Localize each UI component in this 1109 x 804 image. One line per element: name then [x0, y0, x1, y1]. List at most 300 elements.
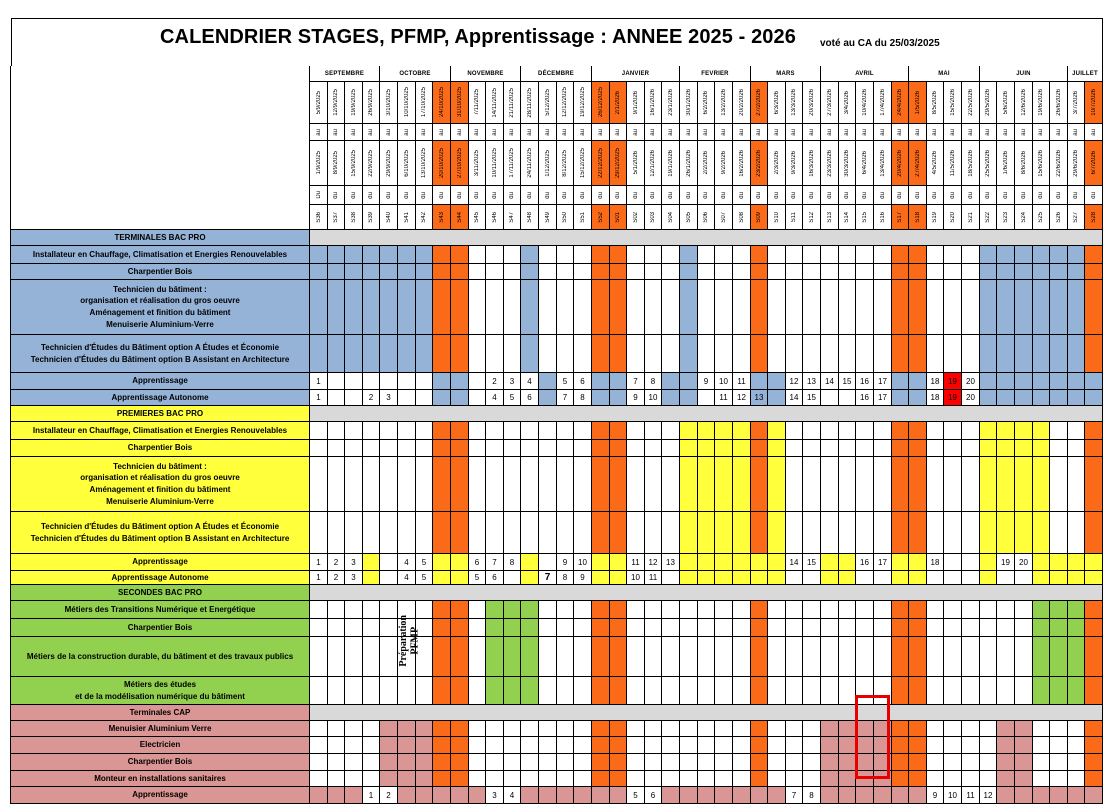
week-cell: [892, 754, 909, 771]
week-cell: [839, 737, 856, 754]
week-cell: [451, 335, 469, 373]
week-cell: [504, 677, 521, 705]
month-header: [521, 66, 592, 82]
week-cell-text: 19: [948, 376, 957, 386]
week-cell-text: 2: [492, 376, 497, 386]
week-cell: [856, 571, 874, 585]
week-cell: [539, 721, 557, 737]
row-label-text: Charpentier Bois: [127, 757, 193, 767]
week-end-date-text: 15/6/2026: [1038, 149, 1044, 177]
week-sep-au: [1085, 124, 1103, 141]
week-cell: [486, 721, 504, 737]
week-end-date: [892, 141, 909, 186]
week-start-date-text: 29/5/2026: [985, 89, 991, 116]
week-cell: [486, 771, 504, 787]
week-cell: [680, 246, 698, 264]
week-sep-au-text: au: [615, 128, 621, 136]
week-cell: [1050, 571, 1068, 585]
month-header: [980, 66, 1068, 82]
week-start-date: [733, 82, 751, 124]
month-header: [592, 66, 680, 82]
week-cell: [398, 754, 416, 771]
week-cell: [980, 721, 997, 737]
week-end-date-text: 2/2/2026: [703, 151, 709, 175]
week-number-text: S06: [703, 211, 709, 223]
row-label: [11, 677, 310, 705]
week-cell: [521, 554, 539, 571]
week-cell: [839, 440, 856, 457]
week-cell: [768, 264, 786, 280]
week-cell: [803, 737, 821, 754]
week-sep-du-text: du: [773, 191, 780, 199]
week-cell: [680, 335, 698, 373]
week-cell: [927, 677, 944, 705]
week-cell: [645, 264, 662, 280]
week-cell: [433, 512, 451, 554]
week-cell: [1085, 422, 1103, 440]
week-end-date-text: 23/2/2026: [756, 149, 762, 177]
week-sep-du-text: Du: [315, 191, 322, 199]
week-sep-du: [610, 186, 627, 205]
week-start-date-text: 19/9/2025: [350, 89, 357, 116]
week-sep-au-text: au: [1055, 128, 1062, 136]
week-cell: [803, 787, 821, 804]
week-cell: [680, 571, 698, 585]
week-cell: [927, 246, 944, 264]
week-cell: [451, 512, 469, 554]
week-cell: [610, 754, 627, 771]
week-end-date-text: 27/10/2025: [456, 147, 463, 179]
week-sep-au: [539, 124, 557, 141]
week-cell-text: 7: [562, 393, 568, 402]
week-start-date-text: 12/6/2026: [1020, 89, 1027, 116]
week-cell: [345, 440, 363, 457]
week-sep-du-text: du: [897, 191, 903, 199]
week-cell: [398, 335, 416, 373]
week-number: [486, 205, 504, 230]
week-cell: [469, 771, 486, 787]
week-cell: [645, 619, 662, 637]
week-cell-text: 20: [966, 393, 975, 402]
week-cell: [627, 771, 645, 787]
week-number: [786, 205, 803, 230]
week-cell: [486, 457, 504, 512]
week-cell-text: 3: [509, 376, 515, 386]
week-cell: [1033, 637, 1050, 677]
week-cell: [680, 264, 698, 280]
week-cell: [1015, 554, 1033, 571]
week-sep-du-text: du: [703, 191, 709, 199]
week-cell: [416, 264, 433, 280]
week-number: [557, 205, 574, 230]
week-cell: [909, 264, 927, 280]
week-sep-au-text: au: [685, 128, 692, 136]
week-cell: [1085, 246, 1103, 264]
week-sep-du: [645, 186, 662, 205]
week-sep-du: [733, 186, 751, 205]
week-cell: [398, 512, 416, 554]
week-cell: [909, 601, 927, 619]
week-cell-text: 4: [509, 790, 515, 800]
week-cell: [1015, 619, 1033, 637]
week-cell: [909, 457, 927, 512]
week-cell-text: 3: [386, 393, 391, 402]
week-cell: [1068, 721, 1085, 737]
week-cell: [856, 373, 874, 390]
week-cell: [627, 246, 645, 264]
week-cell: [786, 554, 803, 571]
week-sep-du: [398, 186, 416, 205]
week-number-text: S36: [315, 211, 322, 223]
week-number-text: S22: [985, 211, 991, 223]
week-cell-text: 6: [527, 393, 532, 402]
week-cell: [1050, 373, 1068, 390]
week-cell: [715, 677, 733, 705]
week-cell: [363, 601, 380, 619]
week-cell: [698, 637, 715, 677]
week-cell: [751, 787, 768, 804]
week-cell: [803, 335, 821, 373]
week-cell: [909, 619, 927, 637]
week-cell: [610, 335, 627, 373]
row-label: [11, 440, 310, 457]
week-cell-text: 6: [580, 376, 585, 386]
week-cell: [997, 422, 1015, 440]
week-cell: [398, 280, 416, 335]
week-cell: [680, 373, 698, 390]
row-label-text: Apprentissage Autonome: [111, 392, 209, 402]
week-number: [821, 205, 839, 230]
week-sep-au-text: au: [808, 128, 815, 136]
week-sep-du-text: du: [385, 191, 392, 199]
week-cell: [592, 335, 610, 373]
week-cell: [1015, 457, 1033, 512]
week-sep-du: [1015, 186, 1033, 205]
week-cell-text: 11: [648, 573, 658, 582]
week-cell: [786, 771, 803, 787]
week-sep-du-text: du: [597, 191, 604, 199]
week-sep-du: [892, 186, 909, 205]
row-label-text: Technicien du bâtiment : organisation et réalisation du gros oeuvre Aménagement et finition du bâtiment Menuiserie Aluminium-Verre: [80, 461, 240, 506]
week-sep-au-text: au: [720, 128, 727, 136]
row-label-text: Métiers des études et de la modélisation numérique du bâtiment: [75, 679, 245, 701]
week-cell: [662, 554, 680, 571]
week-sep-du-text: du: [579, 191, 586, 199]
week-cell: [698, 335, 715, 373]
week-cell: [662, 721, 680, 737]
week-cell: [539, 677, 557, 705]
week-sep-au-text: au: [544, 128, 551, 136]
week-cell: [1015, 512, 1033, 554]
week-cell: [962, 264, 980, 280]
week-cell: [1085, 457, 1103, 512]
week-cell: [944, 457, 962, 512]
week-cell: [398, 721, 416, 737]
week-cell: [398, 771, 416, 787]
week-start-date: [680, 82, 698, 124]
week-end-date-text: 13/4/2026: [879, 149, 886, 177]
week-start-date: [909, 82, 927, 124]
week-cell: [1033, 512, 1050, 554]
week-cell: [839, 373, 856, 390]
week-sep-au: [557, 124, 574, 141]
week-cell: [627, 373, 645, 390]
week-cell-text: 5: [421, 573, 427, 582]
week-number: [610, 205, 627, 230]
week-number: [892, 205, 909, 230]
week-sep-du-text: du: [861, 191, 868, 199]
week-cell: [645, 280, 662, 335]
week-end-date: [310, 141, 328, 186]
week-cell: [380, 754, 398, 771]
week-cell: [521, 771, 539, 787]
week-sep-au-text: au: [738, 128, 745, 136]
week-cell: [856, 637, 874, 677]
week-cell: [962, 422, 980, 440]
week-sep-du: [944, 186, 962, 205]
week-cell: [874, 440, 892, 457]
row-label-text: Métiers de la construction durable, du bâtiment et des travaux publics: [26, 651, 294, 661]
week-cell: [504, 754, 521, 771]
week-cell: [557, 440, 574, 457]
week-cell: [469, 246, 486, 264]
week-number-text: S46: [491, 211, 498, 223]
week-cell: [874, 335, 892, 373]
week-end-date: [345, 141, 363, 186]
week-cell: [469, 571, 486, 585]
week-sep-au: [363, 124, 380, 141]
week-cell: [733, 457, 751, 512]
week-sep-au-text: au: [509, 128, 515, 136]
week-cell: [486, 280, 504, 335]
week-end-date: [592, 141, 610, 186]
week-cell: [645, 677, 662, 705]
week-cell: [345, 721, 363, 737]
week-cell: [892, 737, 909, 754]
week-cell: [803, 422, 821, 440]
week-cell: [592, 619, 610, 637]
week-end-date: [504, 141, 521, 186]
week-start-date-text: 10/10/2025: [403, 87, 410, 118]
week-start-date: [345, 82, 363, 124]
row-label-text: Installateur en Chauffage, Climatisation et Energies Renouvelables: [32, 425, 288, 435]
week-sep-au-text: au: [579, 128, 586, 136]
week-end-date: [539, 141, 557, 186]
week-cell: [1068, 571, 1085, 585]
week-cell: [680, 440, 698, 457]
week-number: [839, 205, 856, 230]
week-cell: [451, 457, 469, 512]
week-cell: [380, 280, 398, 335]
week-cell: [733, 601, 751, 619]
week-cell: [1033, 335, 1050, 373]
week-cell: [715, 440, 733, 457]
week-cell: [751, 771, 768, 787]
week-start-date: [1050, 82, 1068, 124]
week-cell: [715, 787, 733, 804]
week-sep-du-text: du: [1073, 191, 1079, 199]
week-cell: [486, 754, 504, 771]
month-header-text: AVRIL: [855, 70, 874, 77]
week-cell: [539, 390, 557, 406]
week-cell-text: 3: [351, 557, 356, 567]
week-cell: [521, 373, 539, 390]
week-cell: [909, 737, 927, 754]
week-cell: [574, 619, 592, 637]
week-cell: [944, 280, 962, 335]
week-cell: [786, 677, 803, 705]
week-cell: [592, 264, 610, 280]
week-cell: [627, 571, 645, 585]
week-cell: [803, 771, 821, 787]
week-cell: [751, 280, 768, 335]
week-cell: [839, 512, 856, 554]
week-sep-au: [839, 124, 856, 141]
week-cell: [645, 571, 662, 585]
week-start-date: [1068, 82, 1085, 124]
week-cell: [645, 457, 662, 512]
week-cell: [980, 571, 997, 585]
week-cell: [892, 264, 909, 280]
week-cell: [416, 512, 433, 554]
week-cell: [433, 335, 451, 373]
week-cell: [874, 787, 892, 804]
week-cell: [310, 601, 328, 619]
week-sep-du-text: du: [403, 191, 410, 199]
week-cell: [997, 787, 1015, 804]
week-end-date: [803, 141, 821, 186]
week-number-text: S17: [897, 211, 903, 223]
week-number: [698, 205, 715, 230]
week-cell: [592, 637, 610, 677]
week-start-date: [363, 82, 380, 124]
week-cell: [980, 771, 997, 787]
week-cell-text: 6: [650, 790, 656, 800]
week-cell: [645, 440, 662, 457]
section-band: [310, 230, 1103, 246]
week-end-date: [486, 141, 504, 186]
week-cell: [874, 637, 892, 677]
week-sep-du-text: du: [456, 191, 463, 199]
week-sep-au: [380, 124, 398, 141]
week-cell: [504, 246, 521, 264]
week-start-date-text: 22/5/2026: [967, 89, 974, 116]
week-sep-du-text: du: [491, 191, 498, 199]
week-cell: [380, 390, 398, 406]
week-cell: [909, 280, 927, 335]
week-cell: [751, 677, 768, 705]
week-cell: [521, 422, 539, 440]
week-end-date: [451, 141, 469, 186]
section-header-text: TERMINALES BAC PRO: [114, 232, 206, 242]
week-cell: [380, 787, 398, 804]
week-cell-text: 4: [492, 393, 497, 402]
week-cell: [944, 619, 962, 637]
week-cell: [821, 373, 839, 390]
week-sep-du-text: du: [509, 191, 515, 199]
row-label: [11, 264, 310, 280]
week-cell: [662, 246, 680, 264]
week-cell: [345, 787, 363, 804]
week-cell: [328, 771, 345, 787]
week-cell: [892, 440, 909, 457]
week-cell: [380, 637, 398, 677]
week-cell: [328, 457, 345, 512]
week-cell: [592, 737, 610, 754]
week-cell: [557, 554, 574, 571]
week-cell: [874, 571, 892, 585]
week-start-date: [310, 82, 328, 124]
week-number: [1085, 205, 1103, 230]
week-cell: [821, 457, 839, 512]
week-cell: [416, 457, 433, 512]
week-start-date-text: 3/7/2026: [1073, 90, 1079, 115]
week-number: [345, 205, 363, 230]
week-cell: [469, 457, 486, 512]
week-cell: [310, 422, 328, 440]
week-cell: [927, 457, 944, 512]
week-sep-du: [380, 186, 398, 205]
week-end-date: [1050, 141, 1068, 186]
week-cell: [786, 335, 803, 373]
week-end-date-text: 12/1/2026: [650, 149, 656, 177]
week-cell: [927, 422, 944, 440]
week-cell: [927, 619, 944, 637]
week-cell: [715, 335, 733, 373]
week-cell: [733, 440, 751, 457]
week-cell: [768, 637, 786, 677]
week-start-date-text: 12/9/2025: [333, 89, 339, 116]
week-cell-text: 12: [789, 376, 799, 386]
week-cell: [433, 422, 451, 440]
week-cell: [363, 554, 380, 571]
week-cell: [345, 737, 363, 754]
week-cell: [486, 335, 504, 373]
week-cell-text: 15: [807, 393, 816, 402]
week-sep-du: [1050, 186, 1068, 205]
week-cell: [768, 335, 786, 373]
week-sep-au-text: au: [703, 128, 709, 136]
week-cell: [645, 637, 662, 677]
week-number: [627, 205, 645, 230]
week-cell: [380, 373, 398, 390]
week-end-date-text: 16/3/2026: [808, 149, 815, 177]
week-end-date-text: 1/6/2026: [1002, 151, 1009, 175]
week-cell: [416, 335, 433, 373]
week-start-date-text: 20/2/2026: [738, 89, 745, 116]
week-cell: [662, 457, 680, 512]
week-cell: [980, 787, 997, 804]
week-cell: [997, 264, 1015, 280]
week-end-date-text: 9/2/2026: [720, 151, 727, 175]
week-cell: [310, 771, 328, 787]
week-cell: [433, 677, 451, 705]
week-sep-du-text: du: [932, 191, 938, 199]
week-number-text: S12: [808, 211, 815, 223]
week-start-date: [645, 82, 662, 124]
week-cell: [786, 571, 803, 585]
week-cell: [416, 390, 433, 406]
week-cell: [310, 721, 328, 737]
week-cell: [1015, 787, 1033, 804]
week-cell: [310, 737, 328, 754]
week-cell: [1033, 457, 1050, 512]
week-end-date: [997, 141, 1015, 186]
week-cell: [398, 440, 416, 457]
week-cell: [1068, 512, 1085, 554]
row-label-text: Apprentissage Autonome: [111, 572, 209, 582]
week-cell-text: 10: [719, 376, 728, 386]
